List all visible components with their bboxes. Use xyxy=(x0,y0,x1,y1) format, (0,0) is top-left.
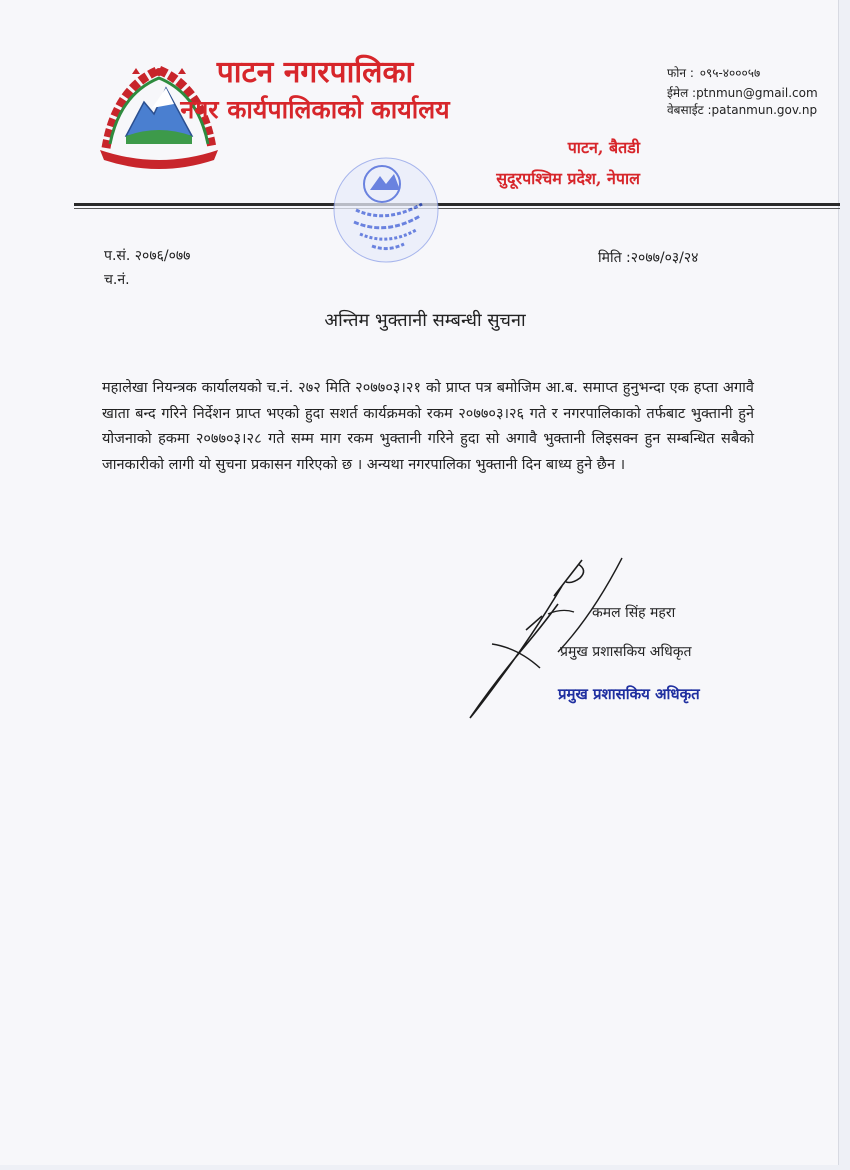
website-value: patanmun.gov.np xyxy=(711,103,818,117)
office-name: नगर कार्यपालिकाको कार्यालय xyxy=(180,95,450,124)
letter-date: मिति :२०७७/०३/२४ xyxy=(598,250,699,266)
signatory-name: कमल सिंह महरा xyxy=(592,605,676,621)
contact-email xyxy=(667,84,818,101)
signatory-title: प्रमुख प्रशासकिय अधिकृत xyxy=(560,644,692,660)
email-value: ptnmun@gmail.com xyxy=(696,86,818,100)
email-label: ईमेल : xyxy=(667,86,697,100)
contact-phone xyxy=(667,64,760,81)
fiscal-year-ref: प.सं. २०७६/०७७ xyxy=(104,248,191,264)
header-divider-thin xyxy=(74,208,840,209)
address-line-2: सुदूरपश्चिम प्रदेश, नेपाल xyxy=(496,169,640,188)
address-line-1: पाटन, बैतडी xyxy=(567,138,640,157)
dispatch-number: च.नं. xyxy=(104,272,130,288)
header-divider xyxy=(74,203,840,206)
office-stamp-icon xyxy=(330,154,442,266)
notice-subject: अन्तिम भुक्तानी सम्बन्धी सुचना xyxy=(324,310,526,331)
notice-body: महालेखा नियन्त्रक कार्यालयको च.नं. २७२ मिति २०७७०३।२१ को प्राप्त पत्र बमोजिम आ.ब. समाप्त हुनुभन्दा एक हप्ता अगावै खाता बन्द गरिने निर्देशन प्राप्त भएको हुदा सशर्त कार्यक्रमको रकम २०७७०३।२६ गते र नगरपालिकाको तर्फबाट भुक्तानी हुने योजनाको हकमा २०७७०३।२८ गते सम्म माग रकम भुक्तानी गरिने हुदा सो अगावै भुक्तानी लिइसक्न हुन सम्बन्धित सबैको जानकारीको लागी यो सुचना प्रकासन गरिएको छ । अन्यथा नगरपालिका भुक्तानी दिन बाध्य हुने छैन । xyxy=(102,380,754,473)
designation-seal: प्रमुख प्रशासकिय अधिकृत xyxy=(558,685,700,703)
website-label: वेबसाईट : xyxy=(667,103,712,117)
contact-website xyxy=(667,101,817,118)
phone-label: फोन : xyxy=(667,66,694,80)
phone-value: ०९५-४०००५७ xyxy=(699,66,761,80)
municipality-name: पाटन नगरपालिका xyxy=(216,55,414,90)
